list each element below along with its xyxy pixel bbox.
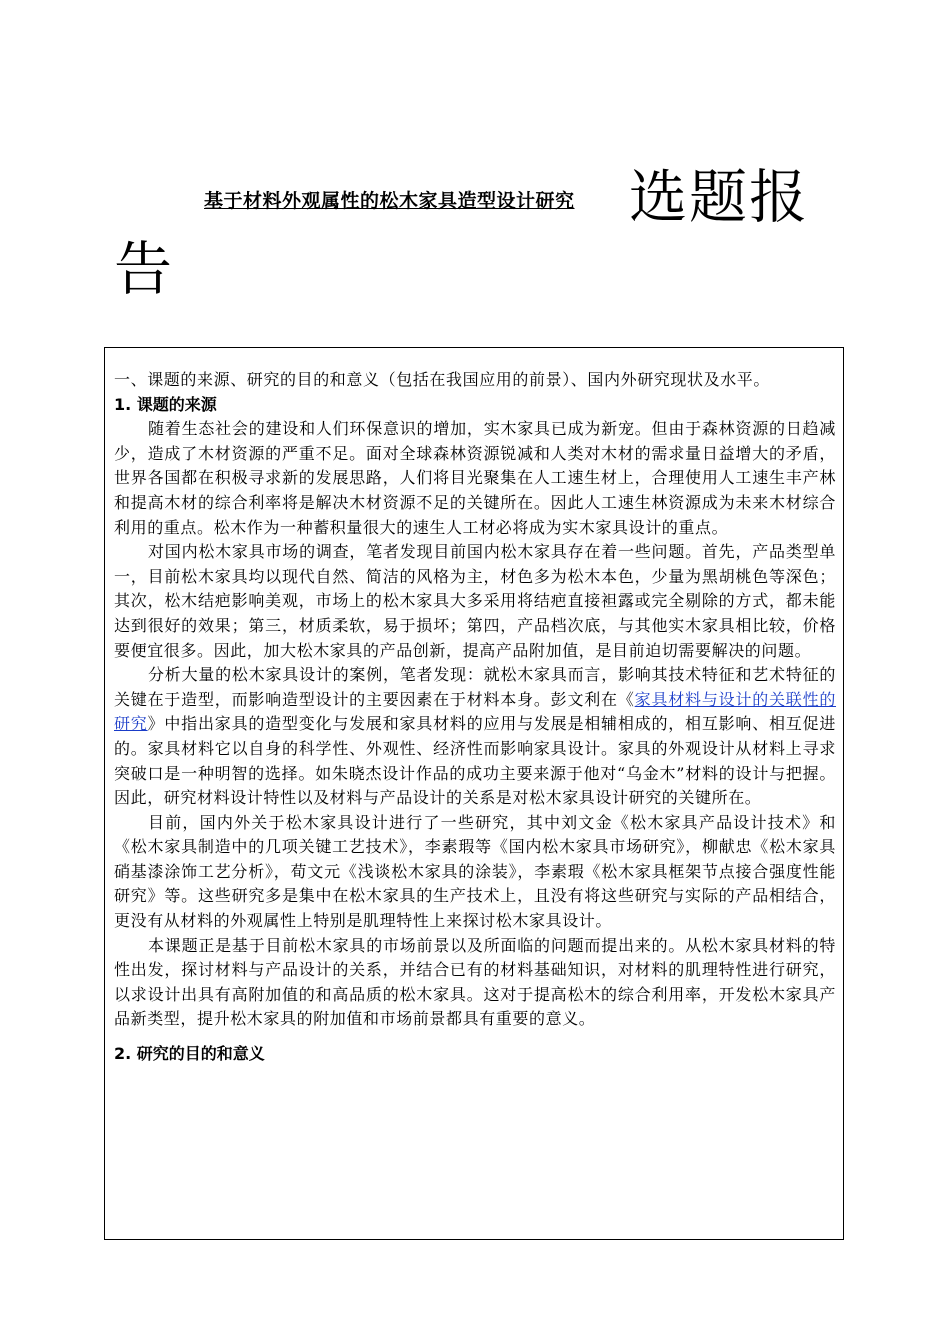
title-large-1: 选题报 xyxy=(629,163,810,231)
title-large-2: 告 xyxy=(114,235,173,303)
spacer xyxy=(114,1032,836,1042)
section1-paragraph-2: 对国内松木家具市场的调查，笔者发现目前国内松木家具存在着一些问题。首先，产品类型单一，目前松木家具均以现代自然、简洁的风格为主，材色多为松木本色，少量为黑胡桃色等深色；其次，松木结疤影响美观，市场上的松木家具大多采用将结疤直接袒露或完全剔除的方式，都未能达到很好的效果；第三，材质柔软，易于损坏；第四，产品档次底，与其他实木家具相比较，价格要便宜很多。因此，加大松木家具的产品创新，提高产品附加值，是目前迫切需要解决的问题。 xyxy=(114,542,836,660)
report-content xyxy=(114,368,836,1067)
intro-text: 一、课题的来源、研究的目的和意义（包括在我国应用的前景）、国内外研究现状及水平。 xyxy=(114,370,771,389)
reference-link[interactable]: 家具材料与设计的关联性的研究 xyxy=(114,689,837,734)
section1-heading: 1. 课题的来源 xyxy=(114,394,217,414)
section1-paragraph-1: 随着生态社会的建设和人们环保意识的增加，实木家具已成为新宠。但由于森林资源的日趋减少，造成了木材资源的严重不足。面对全球森林资源锐减和人类对木材的需求量日益增大的矛盾，世界各国都在积极寻求新的发展思路，人们将目光聚集在人工速生材上，合理使用人工速生丰产林和提高木材的综合利率将是解决木材资源不足的关键所在。因此人工速生林资源成为未来木材综合利用的重点。松木作为一种蓄积量很大的速生人工材必将成为实木家具设计的重点。 xyxy=(114,419,836,537)
section1-paragraph-4: 目前，国内外关于松木家具设计进行了一些研究，其中刘文金《松木家具产品设计技术》和《松木家具制造中的几项关键工艺技术》，李素瑕等《国内松木家具市场研究》，柳献忠《松木家具硝基漆涂饰工艺分析》，荀文元《浅谈松木家具的涂装》，李素瑕《松木家具框架节点接合强度性能研究》等。这些研究多是集中在松木家具的生产技术上，且没有将这些研究与实际的产品相结合，更没有从材料的外观属性上特别是肌理特性上来探讨松木家具设计。 xyxy=(114,812,836,931)
section2-heading: 2. 研究的目的和意义 xyxy=(114,1044,265,1064)
report-table-cell xyxy=(104,347,844,1240)
title-underlined: 基于材料外观属性的松木家具造型设计研究 xyxy=(204,190,575,212)
paragraph-3-part-b: 》中指出家具的造型变化与发展和家具材料的应用与发展是相辅相成的，相互影响、相互促进的。家具材料它以自身的科学性、外观性、经济性而影响家具设计。家具的外观设计从材料上寻求突破口是一种明智的选择。如朱晓杰设计作品的成功主要来源于他对“乌金木”材料的设计与把握。因此，研究材料设计特性以及材料与产品设计的关系是对松木家具设计研究的关键所在。 xyxy=(114,714,836,808)
paragraph-3-part-a: 分析大量的松木家具设计的案例，笔者发现：就松木家具而言，影响其技术特征和艺术特征的关键在于造型，而影响造型设计的主要因素在于材料本身。彭文利在《 xyxy=(114,665,836,709)
section1-paragraph-5: 本课题正是基于目前松木家具的市场前景以及所面临的问题而提出来的。从松木家具材料的特性出发，探讨材料与产品设计的关系，并结合已有的材料基础知识，对材料的肌理特性进行研究，以求设计出具有高附加值的和高品质的松木家具。这对于提高松木的综合利用率，开发松木家具产品新类型，提升松木家具的附加值和市场前景都具有重要的意义。 xyxy=(114,935,836,1029)
section1-paragraph-3 xyxy=(114,663,836,811)
